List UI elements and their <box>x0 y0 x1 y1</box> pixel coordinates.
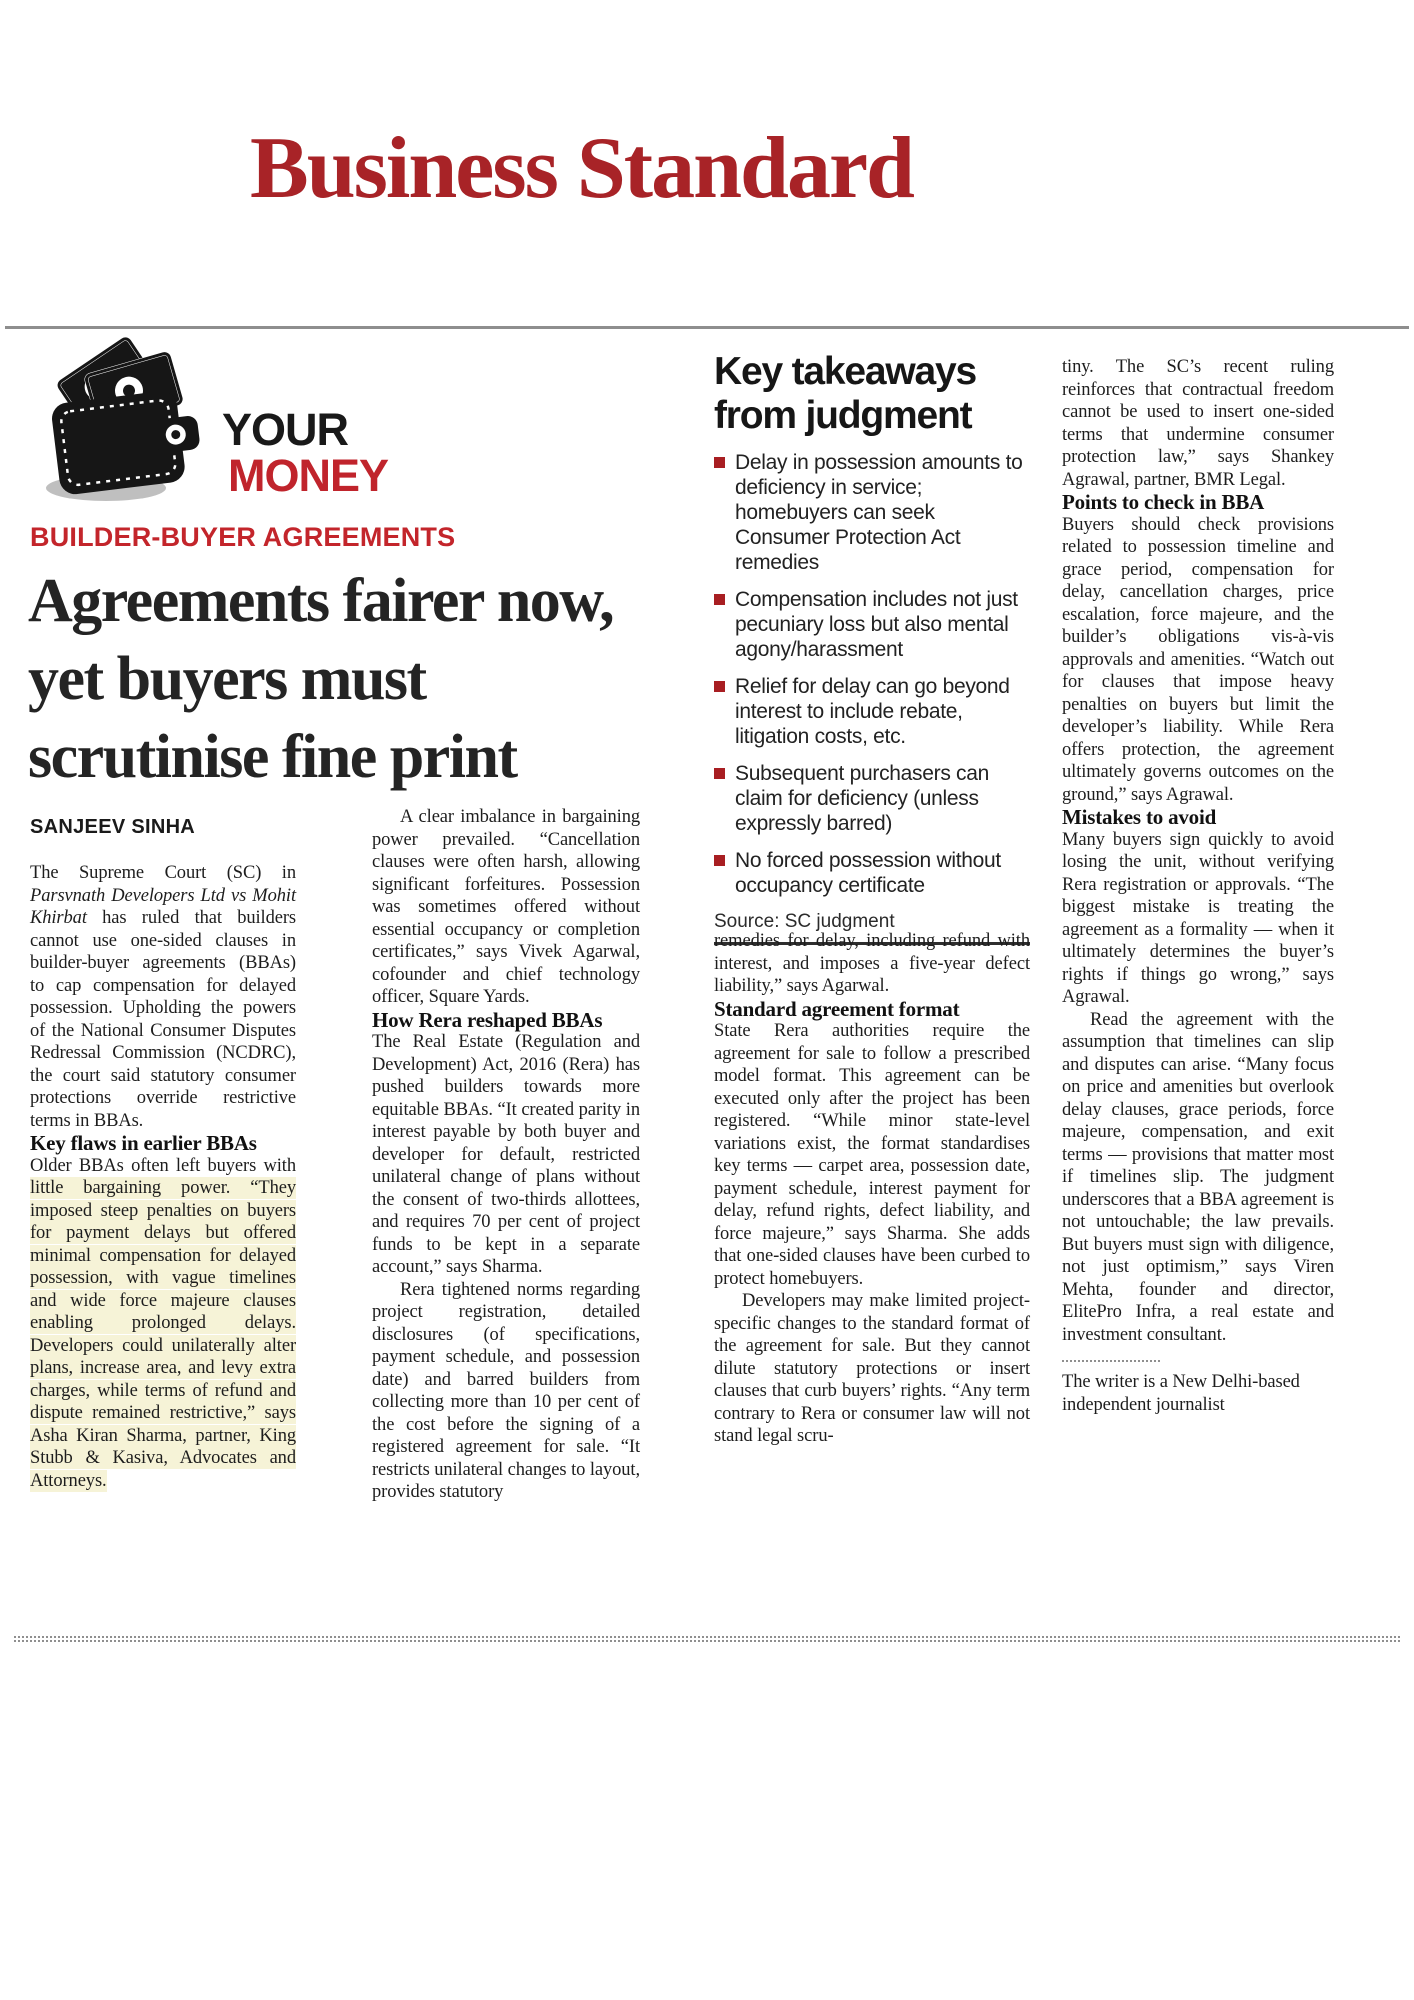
section-subhead: Mistakes to avoid <box>1062 805 1217 829</box>
paragraph: Buyers should check provisions related to possession timeline and grace period, compensation for delay, cancellation charges, price escalation, force majeure, and the builder’s obligations vis-à-vis approvals and amenities. “Watch out for clauses that impose heavy penalties on buyers but limit the developer’s liability. While Rera offers protection, the agreement ultimately governs outcomes on the ground,” says Agrawal. <box>1062 514 1334 805</box>
takeaways-heading: Key takeaways from judgment <box>714 350 976 437</box>
takeaway-item <box>714 587 1030 662</box>
section-subhead: Points to check in BBA <box>1062 490 1265 514</box>
bullet-square-icon <box>714 457 725 468</box>
writer-credit: The writer is a New Delhi-based independent journalist <box>1062 1372 1300 1415</box>
paragraph-text: The Supreme Court (SC) in <box>30 863 296 883</box>
article-headline: Agreements fairer now, yet buyers must scrutinise fine print <box>28 567 614 791</box>
column-1 <box>30 862 296 1492</box>
bullet-square-icon <box>714 681 725 692</box>
takeaway-item-text: Compensation includes not just pecuniary loss but also mental agony/harassment <box>735 588 1018 661</box>
credit-divider <box>1062 1360 1160 1362</box>
highlighted-text: little bargaining power. “They imposed steep penalties on buyers for payment delays but offered minimal compensation for delayed possession, with vague timelines and wide force majeure clauses enabling prolonged delays. Developers could unilaterally alter plans, increase area, and levy extra charges, while terms of refund and dispute remained restrictive,” says Asha Kiran Sharma, partner, King Stubb & Kasiva, Advocates and Attorneys. <box>30 1178 296 1491</box>
paragraph: remedies for delay, including refund with interest, and imposes a five-year defect liability,” says Agarwal. <box>714 931 1030 996</box>
bullet-square-icon <box>714 594 725 605</box>
top-rule <box>5 326 1409 329</box>
takeaway-item <box>714 848 1030 898</box>
bullet-square-icon <box>714 855 725 866</box>
takeaway-item-text: Subsequent purchasers can claim for deficiency (unless expressly barred) <box>735 762 990 835</box>
paragraph: Rera tightened norms regarding project registration, detailed disclosures (of specifications, payment schedule, and possession date) and barred builders from collecting more than 10 per cent of the cost before the signing of a registered agreement for sale. “It restricts unilateral changes to layout, provides statutory <box>372 1279 640 1502</box>
case-name-italic: Parsvnath Developers Ltd vs Mohit Khirbat <box>30 885 296 928</box>
takeaways-source: Source: SC judgment <box>714 911 895 932</box>
section-subhead: Key flaws in earlier BBAs <box>30 1131 257 1155</box>
byline-author: SANJEEV SINHA <box>30 816 196 838</box>
paragraph <box>30 1155 296 1493</box>
paragraph: Developers may make limited project-specific changes to the standard format of the agreement for sale. But they cannot dilute statutory protections or insert clauses that curb buyers’ rights. “Any term contrary to Rera or consumer law will not stand legal scru- <box>714 1291 1030 1446</box>
masthead-title: Business Standard <box>250 120 913 217</box>
paragraph: A clear imbalance in bargaining power prevailed. “Cancellation clauses were often harsh, allowing significant forfeitures. Possession was sometimes offered without essential occupancy or completion certificates,” says Vivek Agarwal, cofounder and chief technology officer, Square Yards. <box>372 807 640 1007</box>
eyebrow-kicker: BUILDER-BUYER AGREEMENTS <box>30 522 456 552</box>
column-3 <box>714 930 1030 1448</box>
paragraph-text: Older BBAs often left buyers with <box>30 1155 296 1176</box>
takeaway-item <box>714 761 1030 836</box>
column-2 <box>372 806 640 1504</box>
takeaways-box <box>714 350 1030 945</box>
paragraph <box>30 862 296 1132</box>
bottom-dotted-rule <box>14 1636 1400 1642</box>
paragraph: tiny. The SC’s recent ruling reinforces that contractual freedom cannot be used to insert one-sided terms that undermine consumer protection law,” says Shankey Agrawal, partner, BMR Legal. <box>1062 357 1334 490</box>
wallet-money-icon <box>44 336 212 508</box>
paragraph-text: has ruled that builders cannot use one-sided clauses in builder-buyer agreements (BBAs) to cap compensation for delayed possession. Upholding the powers of the National Consumer Disputes Redressal Commission (NCDRC), the court said statutory consumer protections override restrictive terms in BBAs. <box>30 908 296 1131</box>
paragraph: Read the agreement with the assumption that timelines can slip and disputes can arise. “Many focus on price and amenities but overlook delay clauses, grace periods, force majeure, compensation, and exit terms — provisions that matter most if timelines slip. The judgment underscores that a BBA agreement is not untouchable; the law prevails. But buyers must sign with diligence, not just optimism,” says Viren Mehta, founder and director, ElitePro Infra, a real estate and investment consultant. <box>1062 1009 1334 1345</box>
section-label-money: MONEY <box>228 450 389 501</box>
paragraph: Many buyers sign quickly to avoid losing the unit, without verifying Rera registration or approvals. “The biggest mistake is treating the agreement as a formality — when it ultimately determines the buyer’s rights if things go wrong,” says Agrawal. <box>1062 829 1334 1007</box>
takeaway-item-text: No forced possession without occupancy certificate <box>735 849 1001 897</box>
section-subhead: How Rera reshaped BBAs <box>372 1007 603 1032</box>
bullet-square-icon <box>714 768 725 779</box>
section-subhead: Standard agreement format <box>714 996 960 1021</box>
paragraph: The Real Estate (Regulation and Development) Act, 2016 (Rera) has pushed builders towards more equitable BBAs. “It created parity in interest payable by both buyer and developer for default, restricted unilateral change of plans without the consent of two-thirds allottees, and requires 70 per cent of project funds to be kept in a separate account,” says Sharma. <box>372 1032 640 1277</box>
takeaway-item-text: Relief for delay can go beyond interest to include rebate, litigation costs, etc. <box>735 675 1010 748</box>
takeaway-item <box>714 674 1030 749</box>
takeaway-item-text: Delay in possession amounts to deficiency in service; homebuyers can seek Consumer Protection Act remedies <box>735 451 1023 574</box>
takeaway-item <box>714 450 1030 575</box>
paragraph: State Rera authorities require the agreement for sale to follow a prescribed model format. This agreement can be executed only after the project has been registered. “While minor state-level variations exist, the format standardises key terms — carpet area, possession date, payment schedule, interest payment for delay, refund rights, defect liability, and force majeure,” says Sharma. She adds that one-sided clauses have been curbed to protect homebuyers. <box>714 1021 1030 1289</box>
column-4 <box>1062 356 1334 1416</box>
section-label-your: YOUR <box>222 404 349 455</box>
